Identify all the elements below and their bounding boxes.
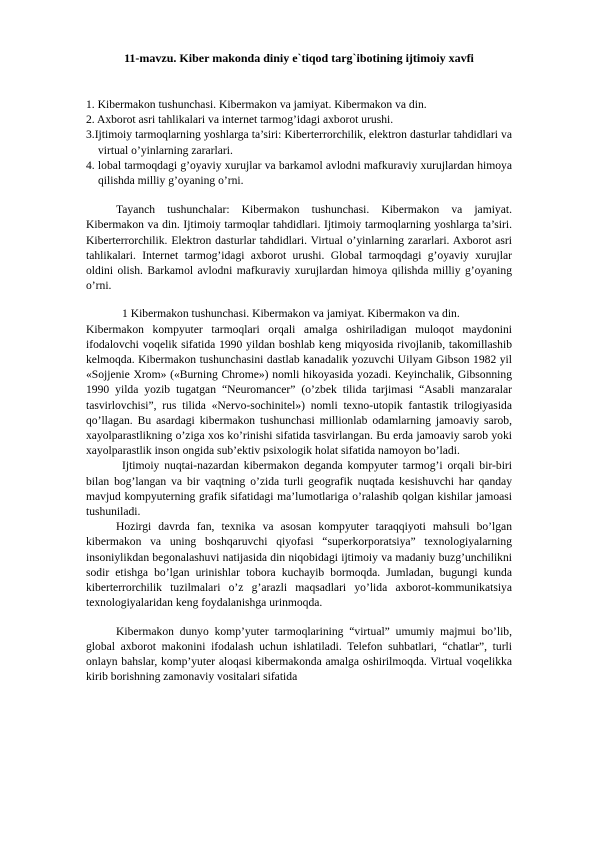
topic-item: 1. Kibermakon tushunchasi. Kibermakon va jamiyat. Kibermakon va din. <box>86 98 427 111</box>
topic-item: 4. lobal tarmoqdagi g’oyaviy xurujlar va barkamol avlodni mafkuraviy xurujlardan himoya qilishda milliy g’oyaning o’rni. <box>86 158 512 188</box>
document-title: 11-mavzu. Kiber makonda diniy e`tiqod targ`ibotining ijtimoiy xavfi <box>124 51 474 65</box>
topic-item: 2. Axborot asri tahlikalari va internet tarmog’idagi axborot urushi. <box>86 113 394 127</box>
topic-list <box>86 97 512 188</box>
section-1-body: Kibermakon kompyuter tarmoqlari orqali amalga oshiriladigan muloqot maydonini ifodalovchi voqelik sifatida 1990 yildan boshlab keng miqyosida rivojlanib, takomillashib kelmoqda. Kibermakon tushunchasini dastlab kanadalik yozuvchi Uilyam Gibson 1982 yil «Sojjenie Xrom» («Burning Chrome») nomli hikoyasida yozadi. Keyinchalik, Gibsonning 1990 yilda yozib tugatgan “Neuromancer” (o’zbek tilida tarjimasi “Asabli manzaralar tasvirlovchisi”, rus tilida «Nervo-sochinitel») nomli texno-utopik fantastik trilogiyasida qo’llagan. Bu asardagi kibermakon tushunchasi millionlab odamlarning jamoaviy sarob, xayolparastlikning o’ziga xos ko’rinishi sifatida tasvirlangan. Bu erda jamoaviy sarob yoki xayolparastlik inson ongida sub’ektiv psixologik holat sifatida namoyon bo’ladi. <box>86 322 512 458</box>
present-day-paragraph: Hozirgi davrda fan, texnika va asosan kompyuter taraqqiyoti mahsuli bo’lgan kibermakon va uning boshqaruvchi qiyofasi “superkorporatsiya” texnologiyalarning insoniylikdan begonalashuvi natijasida din niqobidagi ijtimoiy va madaniy buzg’unchilikni sodir etishga bo’lgan urinishlar tobora kuchayib bormoqda. Jumladan, bugungi kunda kiberterrorchilik tuzilmalari o’z g’arazli maqsadlari yo’lida axborot-kommunikatsiya texnologiyalaridan keng foydalanishga urinmoqda. <box>86 520 512 610</box>
topic-item: 3.Ijtimoiy tarmoqlarning yoshlarga ta’siri: Kiberterrorchilik, elektron dasturlar tahdidlari va virtual o’yinlarning zararlari. <box>86 128 512 157</box>
virtual-world-paragraph: Kibermakon dunyo komp’yuter tarmoqlarining “virtual” umumiy majmui bo’lib, global axborot makonini ifodalash uchun ishlatiladi. Telefon suhbatlari, “chatlar”, turli onlayn bahslar, komp’yuter aloqasi kibermakonda amalga oshirilmoqda. Virtual voqelikka kirib borishning zamonaviy vositalari sifatida <box>86 624 512 684</box>
social-view-paragraph: Ijtimoiy nuqtai-nazardan kibermakon deganda kompyuter tarmog’i orqali bir-biri bilan bog’langan va bir vaqtning o’zida turli geografik nuqtada kesishuvchi har qanday mavjud kompyuterning grafik sifatidagi ma’lumotlariga o’ralashib qolgan kishilar jamoasi tushuniladi. <box>86 459 512 519</box>
section-1-heading: 1 Kibermakon tushunchasi. Kibermakon va jamiyat. Kibermakon va din. <box>122 307 460 321</box>
key-concepts-paragraph: Tayanch tushunchalar: Kibermakon tushunchasi. Kibermakon va jamiyat. Kibermakon va din. Ijtimoiy tarmoqlar tahdidlari. Ijtimoiy tarmoqlarning yoshlarga ta’siri. Kiberterrorchilik. Elektron dasturlar tahdidlari. Virtual o’yinlarning zararlari. Axborot asri tahlikalari. Internet tarmog’idagi axborot urushi. Global tarmoqdagi g’oyaviy xurujlar oldini olish. Barkamol avlodni mafkuraviy xurujlardan himoya qilishda milliy g’oyaning o’rni. <box>86 203 512 293</box>
document-page <box>86 50 512 684</box>
